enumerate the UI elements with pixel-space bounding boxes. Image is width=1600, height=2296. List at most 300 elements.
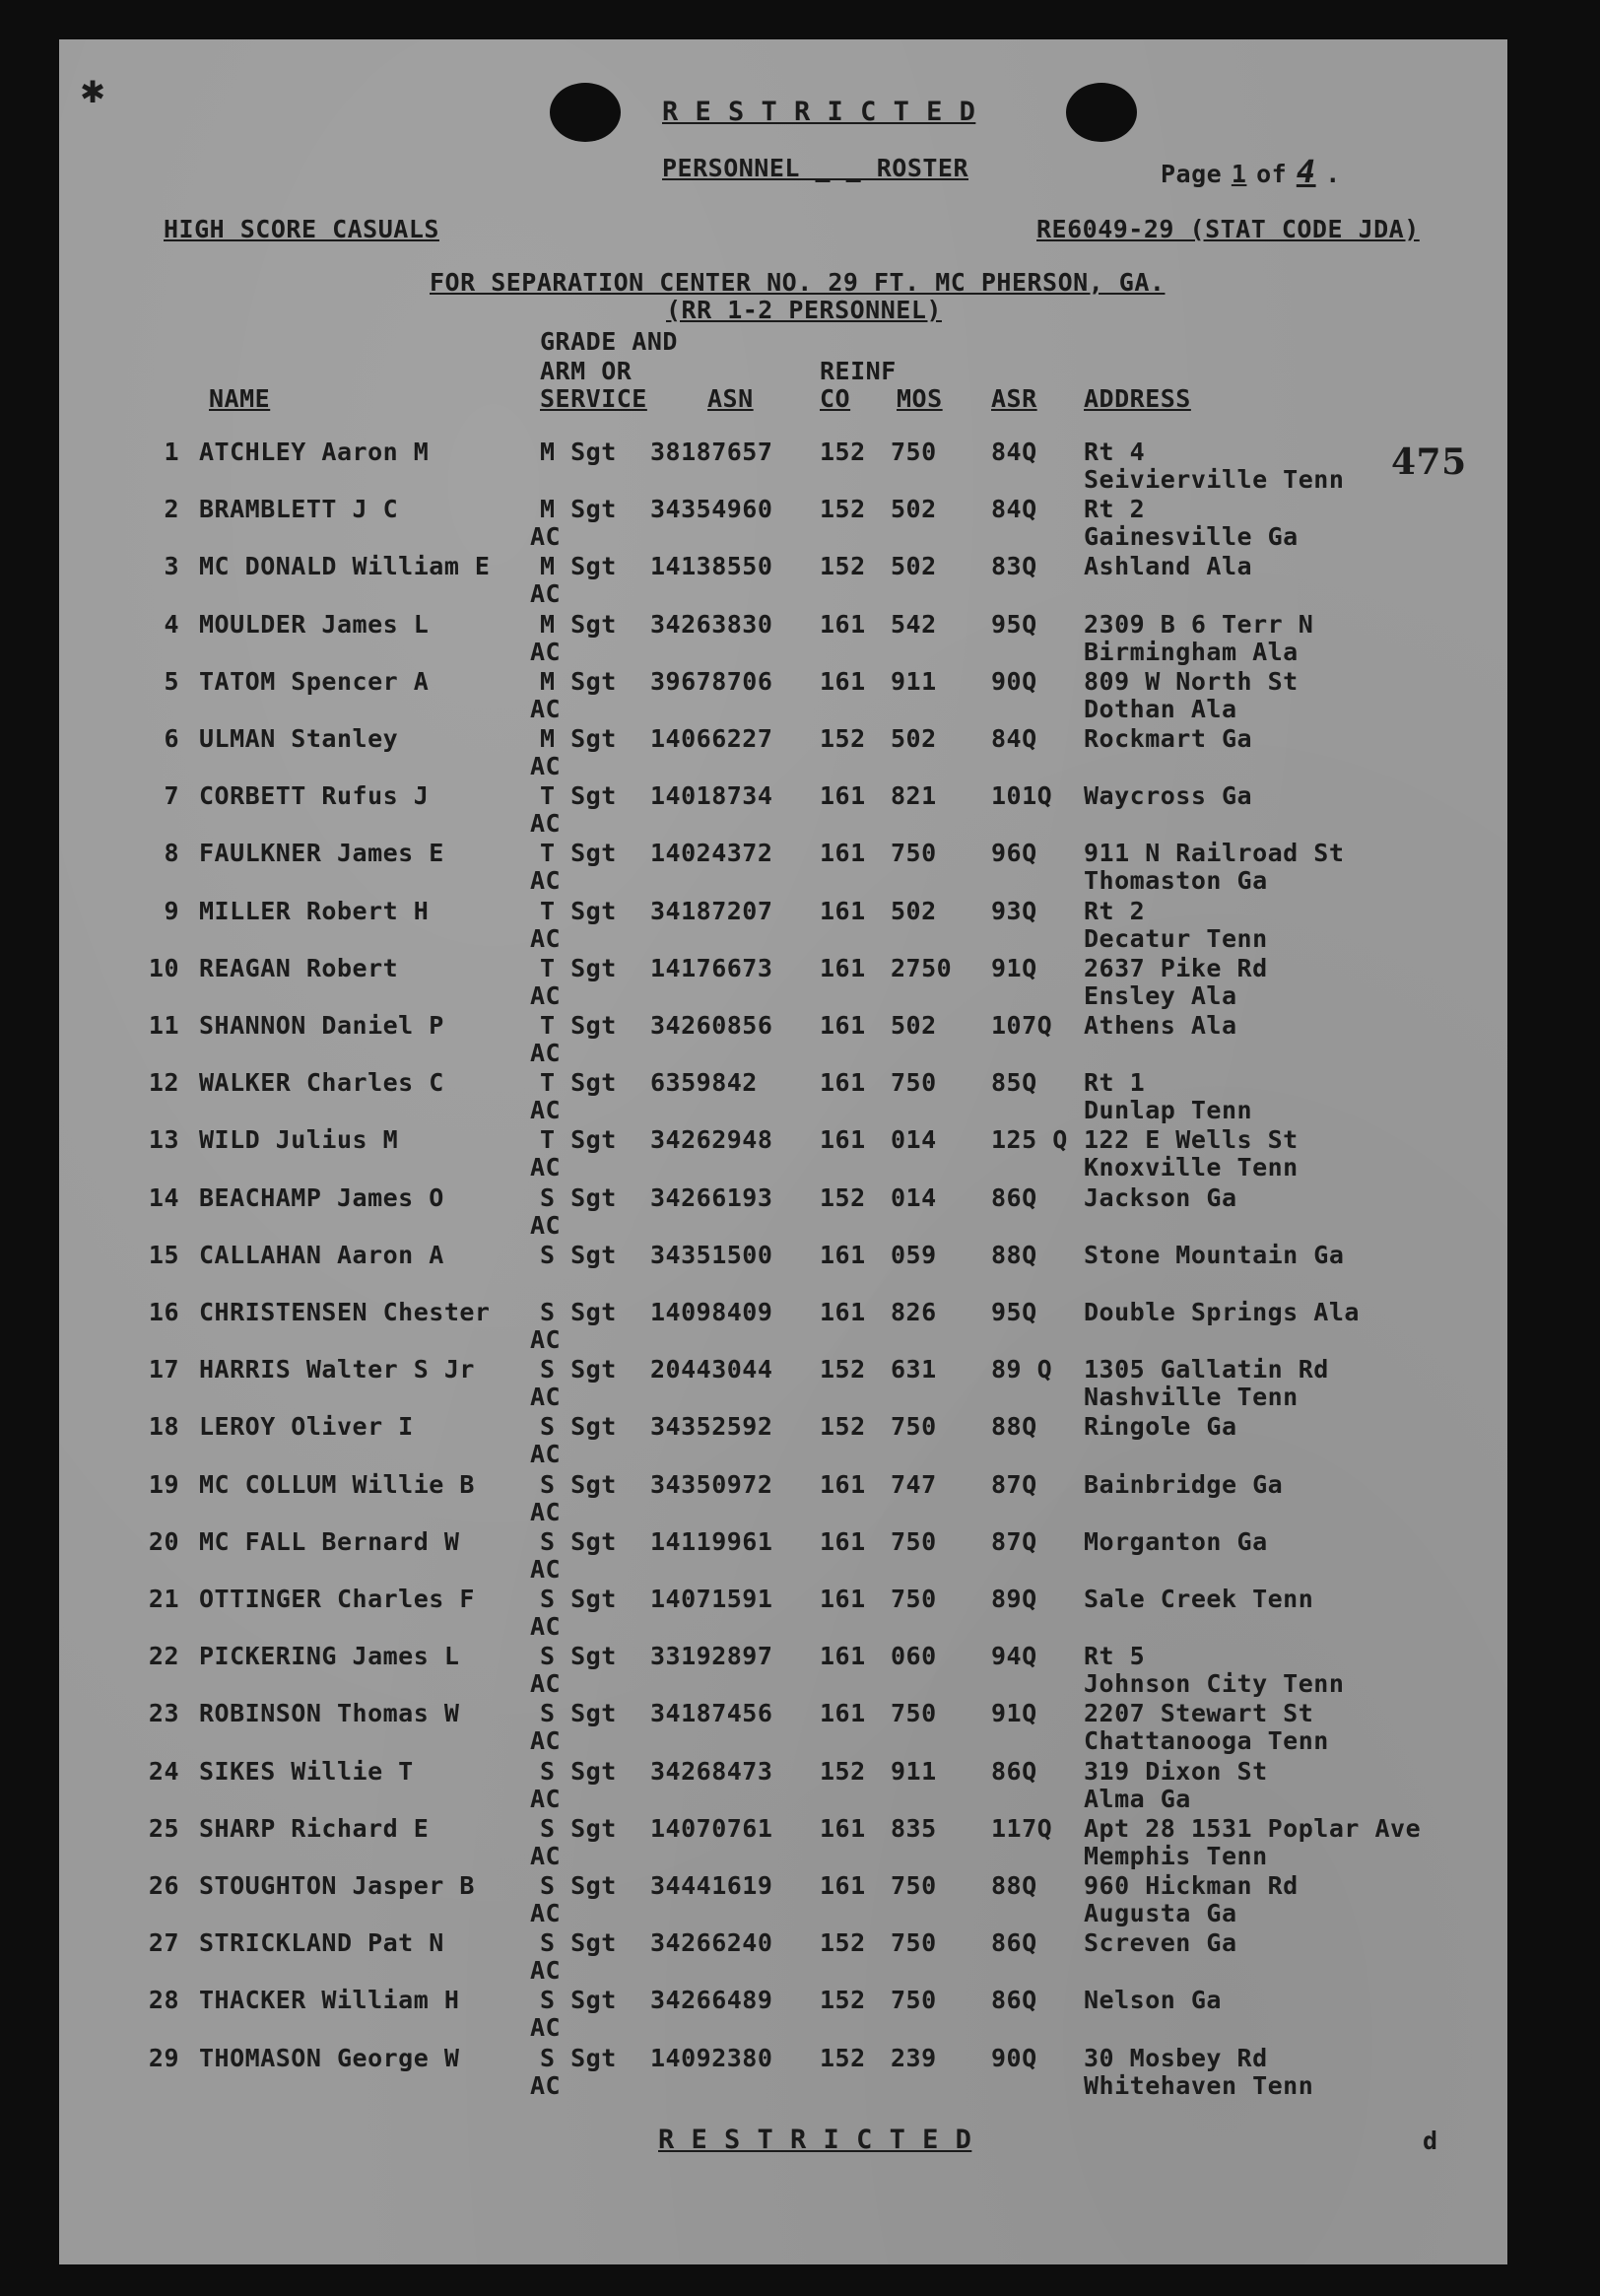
cell-addr2: Dothan Ala xyxy=(1084,694,1237,723)
cell-mos: 502 xyxy=(891,896,937,925)
cell-arm: AC xyxy=(530,752,562,780)
cell-name: MC FALL Bernard W xyxy=(199,1526,460,1556)
cell-co: 161 xyxy=(820,896,866,925)
cell-addr1: Double Springs Ala xyxy=(1084,1298,1360,1326)
cell-name: MILLER Robert H xyxy=(199,896,430,925)
col-grade-line3: SERVICE xyxy=(540,384,647,413)
cell-num: 26 xyxy=(148,1871,179,1900)
cell-asn: 33192897 xyxy=(650,1642,773,1671)
cell-name: THOMASON George W xyxy=(199,2043,460,2072)
punch-hole-left xyxy=(550,83,621,142)
cell-name: ATCHLEY Aaron M xyxy=(199,438,430,466)
cell-num: 28 xyxy=(148,1986,179,2015)
cell-num: 8 xyxy=(164,839,179,868)
cell-grade: S Sgt xyxy=(540,1526,617,1556)
cell-num: 11 xyxy=(148,1011,179,1040)
col-asn: ASN xyxy=(707,384,754,413)
cell-asn: 34263830 xyxy=(650,609,773,639)
cell-mos: 747 xyxy=(891,1469,937,1499)
cell-co: 161 xyxy=(820,1642,866,1671)
table-row xyxy=(59,954,1507,1011)
corner-mark: d xyxy=(1423,2127,1438,2155)
cell-co: 152 xyxy=(820,438,866,466)
cell-num: 4 xyxy=(164,609,179,639)
cell-asr: 83Q xyxy=(991,552,1037,581)
cell-grade: M Sgt xyxy=(540,438,617,466)
cell-asn: 38187657 xyxy=(650,438,773,466)
cell-addr1: 2637 Pike Rd xyxy=(1084,953,1268,982)
cell-num: 22 xyxy=(148,1642,179,1671)
cell-asn: 14138550 xyxy=(650,552,773,581)
cell-mos: 750 xyxy=(891,1928,937,1958)
cell-arm: AC xyxy=(530,866,562,896)
cell-mos: 502 xyxy=(891,495,937,524)
cell-addr1: Apt 28 1531 Poplar Ave xyxy=(1084,1813,1422,1843)
cell-name: CALLAHAN Aaron A xyxy=(199,1240,444,1269)
cell-asn: 39678706 xyxy=(650,666,773,696)
col-mos: MOS xyxy=(897,384,943,413)
cell-co: 152 xyxy=(820,1756,866,1786)
cell-addr1: 2309 B 6 Terr N xyxy=(1084,609,1314,639)
cell-asr: 90Q xyxy=(991,666,1037,696)
table-row xyxy=(59,2044,1507,2101)
cell-addr1: Nelson Ga xyxy=(1084,1986,1222,2015)
cell-addr2: Ensley Ala xyxy=(1084,980,1237,1010)
col-name: NAME xyxy=(209,384,271,413)
casual-label: HIGH SCORE CASUALS xyxy=(164,215,439,243)
cell-asr: 117Q xyxy=(991,1813,1053,1843)
ink-mark: ✱ xyxy=(81,67,105,112)
cell-addr1: 122 E Wells St xyxy=(1084,1125,1299,1155)
table-row xyxy=(59,1355,1507,1412)
cell-name: OTTINGER Charles F xyxy=(199,1585,475,1613)
cell-arm: AC xyxy=(530,980,562,1010)
cell-asn: 14070761 xyxy=(650,1813,773,1843)
cell-asr: 86Q xyxy=(991,1756,1037,1786)
cell-mos: 014 xyxy=(891,1182,937,1212)
cell-co: 161 xyxy=(820,1871,866,1900)
cell-addr2: Seivierville Tenn xyxy=(1084,465,1345,494)
cell-asn: 34266193 xyxy=(650,1182,773,1212)
cell-addr1: 319 Dixon St xyxy=(1084,1756,1268,1786)
cell-num: 29 xyxy=(148,2043,179,2072)
cell-co: 152 xyxy=(820,2043,866,2072)
cell-num: 24 xyxy=(148,1756,179,1786)
cell-asn: 14098409 xyxy=(650,1298,773,1326)
cell-grade: S Sgt xyxy=(540,1240,617,1269)
table-row xyxy=(59,1757,1507,1814)
cell-asr: 88Q xyxy=(991,1240,1037,1269)
cell-arm: AC xyxy=(530,809,562,839)
cell-asn: 34262948 xyxy=(650,1125,773,1155)
cell-num: 13 xyxy=(148,1125,179,1155)
cell-mos: 502 xyxy=(891,552,937,581)
table-row xyxy=(59,1412,1507,1469)
cell-name: BRAMBLETT J C xyxy=(199,495,399,524)
cell-grade: S Sgt xyxy=(540,2043,617,2072)
cell-co: 161 xyxy=(820,609,866,639)
cell-co: 161 xyxy=(820,1813,866,1843)
cell-mos: 750 xyxy=(891,1986,937,2015)
cell-arm: AC xyxy=(530,1153,562,1182)
cell-grade: S Sgt xyxy=(540,1469,617,1499)
cell-grade: T Sgt xyxy=(540,839,617,868)
cell-asn: 34352592 xyxy=(650,1412,773,1442)
cell-co: 161 xyxy=(820,781,866,811)
cell-arm: AC xyxy=(530,579,562,609)
table-row xyxy=(59,1298,1507,1355)
cell-arm: AC xyxy=(530,1210,562,1240)
cell-addr2: Johnson City Tenn xyxy=(1084,1669,1345,1699)
cell-addr1: Jackson Ga xyxy=(1084,1182,1237,1212)
cell-co: 152 xyxy=(820,724,866,753)
cell-grade: S Sgt xyxy=(540,1412,617,1442)
cell-asn: 34266489 xyxy=(650,1986,773,2015)
cell-addr1: 809 W North St xyxy=(1084,666,1299,696)
cell-mos: 750 xyxy=(891,1526,937,1556)
cell-addr2: Knoxville Tenn xyxy=(1084,1153,1299,1182)
cell-addr2: Birmingham Ala xyxy=(1084,637,1299,666)
page-of-label: of xyxy=(1256,160,1288,188)
cell-addr1: Ashland Ala xyxy=(1084,552,1253,581)
table-row xyxy=(59,1183,1507,1241)
cell-mos: 2750 xyxy=(891,953,953,982)
cell-asn: 14024372 xyxy=(650,839,773,868)
cell-grade: T Sgt xyxy=(540,1125,617,1155)
cell-co: 152 xyxy=(820,1412,866,1442)
cell-mos: 826 xyxy=(891,1298,937,1326)
cell-addr2: Gainesville Ga xyxy=(1084,522,1299,552)
cell-arm: AC xyxy=(530,1612,562,1641)
page-label: Page xyxy=(1161,160,1223,188)
cell-name: WILD Julius M xyxy=(199,1125,399,1155)
cell-name: MC COLLUM Willie B xyxy=(199,1469,475,1499)
classification-footer: R E S T R I C T E D xyxy=(658,2125,972,2155)
cell-asn: 34441619 xyxy=(650,1871,773,1900)
cell-addr1: Waycross Ga xyxy=(1084,781,1253,811)
cell-addr2: Thomaston Ga xyxy=(1084,866,1268,896)
cell-co: 152 xyxy=(820,1986,866,2015)
cell-arm: AC xyxy=(530,1325,562,1354)
cell-name: THACKER William H xyxy=(199,1986,460,2015)
cell-addr2: Nashville Tenn xyxy=(1084,1383,1299,1412)
cell-co: 152 xyxy=(820,1182,866,1212)
cell-name: STRICKLAND Pat N xyxy=(199,1928,444,1958)
cell-name: BEACHAMP James O xyxy=(199,1182,444,1212)
cell-addr1: Sale Creek Tenn xyxy=(1084,1585,1314,1613)
table-row xyxy=(59,610,1507,667)
cell-co: 161 xyxy=(820,1298,866,1326)
cell-asr: 87Q xyxy=(991,1469,1037,1499)
cell-num: 16 xyxy=(148,1298,179,1326)
cell-mos: 911 xyxy=(891,1756,937,1786)
cell-addr2: Whitehaven Tenn xyxy=(1084,2070,1314,2100)
col-address: ADDRESS xyxy=(1084,384,1191,413)
cell-num: 17 xyxy=(148,1355,179,1384)
cell-arm: AC xyxy=(530,1956,562,1986)
cell-mos: 750 xyxy=(891,839,937,868)
cell-name: STOUGHTON Jasper B xyxy=(199,1871,475,1900)
cell-addr2: Augusta Ga xyxy=(1084,1899,1237,1927)
cell-addr1: Ringole Ga xyxy=(1084,1412,1237,1442)
cell-mos: 059 xyxy=(891,1240,937,1269)
cell-asn: 34351500 xyxy=(650,1240,773,1269)
cell-addr1: 30 Mosbey Rd xyxy=(1084,2043,1268,2072)
cell-num: 5 xyxy=(164,666,179,696)
cell-asn: 34350972 xyxy=(650,1469,773,1499)
table-row xyxy=(59,1699,1507,1756)
cell-asr: 91Q xyxy=(991,1699,1037,1728)
cell-mos: 014 xyxy=(891,1125,937,1155)
cell-grade: T Sgt xyxy=(540,1011,617,1040)
cell-num: 1 xyxy=(164,438,179,466)
cell-name: PICKERING James L xyxy=(199,1642,460,1671)
cell-name: CORBETT Rufus J xyxy=(199,781,430,811)
cell-num: 6 xyxy=(164,724,179,753)
cell-addr1: 2207 Stewart St xyxy=(1084,1699,1314,1728)
cell-name: SIKES Willie T xyxy=(199,1756,414,1786)
table-row xyxy=(59,839,1507,896)
cell-asr: 94Q xyxy=(991,1642,1037,1671)
destination: FOR SEPARATION CENTER NO. 29 FT. MC PHERSON, GA. xyxy=(430,268,1166,297)
cell-asn: 20443044 xyxy=(650,1355,773,1384)
cell-asn: 34266240 xyxy=(650,1928,773,1958)
cell-name: FAULKNER James E xyxy=(199,839,444,868)
cell-grade: S Sgt xyxy=(540,1298,617,1326)
table-row xyxy=(59,1470,1507,1527)
cell-mos: 502 xyxy=(891,724,937,753)
cell-grade: S Sgt xyxy=(540,1813,617,1843)
cell-mos: 631 xyxy=(891,1355,937,1384)
cell-num: 23 xyxy=(148,1699,179,1728)
punch-hole-right xyxy=(1066,83,1137,142)
table-row xyxy=(59,1928,1507,1986)
cell-asn: 14092380 xyxy=(650,2043,773,2072)
table-row xyxy=(59,667,1507,724)
col-grade-line1: GRADE AND xyxy=(540,327,678,356)
cell-grade: S Sgt xyxy=(540,1699,617,1728)
cell-co: 161 xyxy=(820,1011,866,1040)
cell-num: 20 xyxy=(148,1526,179,1556)
page-indicator xyxy=(1161,153,1341,190)
table-row xyxy=(59,781,1507,839)
table-row xyxy=(59,1068,1507,1125)
cell-asr: 87Q xyxy=(991,1526,1037,1556)
cell-co: 161 xyxy=(820,1585,866,1613)
cell-asn: 14119961 xyxy=(650,1526,773,1556)
cell-co: 152 xyxy=(820,1928,866,1958)
cell-asr: 96Q xyxy=(991,839,1037,868)
table-row xyxy=(59,897,1507,954)
cell-asr: 86Q xyxy=(991,1986,1037,2015)
classification-header: R E S T R I C T E D xyxy=(662,97,976,127)
cell-addr1: 960 Hickman Rd xyxy=(1084,1871,1299,1900)
cell-name: ULMAN Stanley xyxy=(199,724,399,753)
cell-grade: T Sgt xyxy=(540,781,617,811)
cell-asn: 14066227 xyxy=(650,724,773,753)
cell-mos: 542 xyxy=(891,609,937,639)
cell-arm: AC xyxy=(530,1784,562,1813)
cell-addr1: Rt 4 xyxy=(1084,438,1146,466)
table-row xyxy=(59,438,1507,495)
cell-name: WALKER Charles C xyxy=(199,1068,444,1098)
page-total: 4 xyxy=(1296,153,1316,190)
table-row xyxy=(59,1814,1507,1871)
cell-mos: 750 xyxy=(891,1699,937,1728)
cell-mos: 750 xyxy=(891,438,937,466)
cell-asr: 101Q xyxy=(991,781,1053,811)
cell-grade: S Sgt xyxy=(540,1928,617,1958)
cell-arm: AC xyxy=(530,637,562,666)
page-number: 1 xyxy=(1231,160,1247,188)
cell-name: MC DONALD William E xyxy=(199,552,491,581)
cell-arm: AC xyxy=(530,1726,562,1756)
cell-addr1: Stone Mountain Ga xyxy=(1084,1240,1345,1269)
cell-addr1: Screven Ga xyxy=(1084,1928,1237,1958)
cell-co: 161 xyxy=(820,1699,866,1728)
cell-mos: 239 xyxy=(891,2043,937,2072)
cell-asr: 84Q xyxy=(991,495,1037,524)
cell-arm: AC xyxy=(530,522,562,552)
cell-num: 25 xyxy=(148,1813,179,1843)
cell-co: 161 xyxy=(820,1469,866,1499)
cell-name: HARRIS Walter S Jr xyxy=(199,1355,475,1384)
cell-co: 161 xyxy=(820,839,866,868)
cell-addr1: Rt 2 xyxy=(1084,896,1146,925)
cell-co: 161 xyxy=(820,666,866,696)
cell-arm: AC xyxy=(530,2013,562,2043)
table-row xyxy=(59,495,1507,552)
cell-asn: 14071591 xyxy=(650,1585,773,1613)
cell-asn: 34268473 xyxy=(650,1756,773,1786)
cell-asr: 89 Q xyxy=(991,1355,1053,1384)
cell-grade: T Sgt xyxy=(540,896,617,925)
col-reinf: REINF xyxy=(820,357,897,385)
cell-arm: AC xyxy=(530,1383,562,1412)
cell-arm: AC xyxy=(530,1039,562,1067)
cell-addr2: Chattanooga Tenn xyxy=(1084,1726,1329,1756)
cell-mos: 821 xyxy=(891,781,937,811)
table-row xyxy=(59,1527,1507,1585)
cell-name: LEROY Oliver I xyxy=(199,1412,414,1442)
cell-asr: 86Q xyxy=(991,1182,1037,1212)
cell-asr: 107Q xyxy=(991,1011,1053,1040)
cell-num: 19 xyxy=(148,1469,179,1499)
cell-num: 2 xyxy=(164,495,179,524)
cell-arm: AC xyxy=(530,1841,562,1870)
cell-arm: AC xyxy=(530,694,562,723)
cell-num: 21 xyxy=(148,1585,179,1613)
subtitle: (RR 1-2 PERSONNEL) xyxy=(666,296,942,324)
cell-grade: S Sgt xyxy=(540,1871,617,1900)
col-grade-line2: ARM OR xyxy=(540,357,633,385)
cell-asr: 85Q xyxy=(991,1068,1037,1098)
cell-num: 14 xyxy=(148,1182,179,1212)
table-row xyxy=(59,1642,1507,1699)
cell-co: 161 xyxy=(820,1068,866,1098)
cell-grade: S Sgt xyxy=(540,1182,617,1212)
cell-num: 18 xyxy=(148,1412,179,1442)
roster-page xyxy=(59,39,1507,2264)
cell-co: 161 xyxy=(820,1526,866,1556)
cell-name: TATOM Spencer A xyxy=(199,666,430,696)
cell-asn: 34187456 xyxy=(650,1699,773,1728)
cell-arm: AC xyxy=(530,1497,562,1526)
cell-name: SHARP Richard E xyxy=(199,1813,430,1843)
cell-grade: S Sgt xyxy=(540,1756,617,1786)
page-end: . xyxy=(1325,160,1341,188)
cell-co: 161 xyxy=(820,953,866,982)
cell-addr2: Alma Ga xyxy=(1084,1784,1191,1813)
col-asr: ASR xyxy=(991,384,1037,413)
cell-addr1: Athens Ala xyxy=(1084,1011,1237,1040)
cell-name: CHRISTENSEN Chester xyxy=(199,1298,491,1326)
cell-name: MOULDER James L xyxy=(199,609,430,639)
cell-asr: 88Q xyxy=(991,1871,1037,1900)
cell-grade: M Sgt xyxy=(540,495,617,524)
cell-addr2: Dunlap Tenn xyxy=(1084,1096,1253,1125)
cell-grade: T Sgt xyxy=(540,953,617,982)
cell-grade: S Sgt xyxy=(540,1986,617,2015)
cell-mos: 750 xyxy=(891,1068,937,1098)
cell-grade: M Sgt xyxy=(540,609,617,639)
table-row xyxy=(59,724,1507,781)
cell-arm: AC xyxy=(530,1669,562,1699)
cell-num: 9 xyxy=(164,896,179,925)
cell-co: 152 xyxy=(820,495,866,524)
cell-grade: M Sgt xyxy=(540,552,617,581)
cell-co: 152 xyxy=(820,552,866,581)
cell-grade: S Sgt xyxy=(540,1585,617,1613)
cell-asn: 14176673 xyxy=(650,953,773,982)
cell-asr: 84Q xyxy=(991,438,1037,466)
table-row xyxy=(59,1585,1507,1642)
cell-asr: 88Q xyxy=(991,1412,1037,1442)
cell-asr: 95Q xyxy=(991,609,1037,639)
table-row xyxy=(59,1125,1507,1182)
cell-asr: 90Q xyxy=(991,2043,1037,2072)
table-row xyxy=(59,1011,1507,1068)
cell-mos: 750 xyxy=(891,1871,937,1900)
cell-asn: 34187207 xyxy=(650,896,773,925)
cell-num: 12 xyxy=(148,1068,179,1098)
cell-addr1: Rt 1 xyxy=(1084,1068,1146,1098)
cell-asr: 91Q xyxy=(991,953,1037,982)
cell-addr1: Rt 5 xyxy=(1084,1642,1146,1671)
stamp-number: 475 xyxy=(1391,441,1467,483)
cell-num: 7 xyxy=(164,781,179,811)
cell-arm: AC xyxy=(530,1554,562,1584)
cell-num: 10 xyxy=(148,953,179,982)
cell-arm: AC xyxy=(530,2070,562,2100)
col-co: CO xyxy=(820,384,851,413)
cell-asr: 125 Q xyxy=(991,1125,1068,1155)
cell-grade: S Sgt xyxy=(540,1355,617,1384)
cell-grade: T Sgt xyxy=(540,1068,617,1098)
cell-asr: 84Q xyxy=(991,724,1037,753)
cell-addr1: 911 N Railroad St xyxy=(1084,839,1345,868)
cell-mos: 502 xyxy=(891,1011,937,1040)
cell-asr: 86Q xyxy=(991,1928,1037,1958)
document-title: PERSONNEL _ _ ROSTER xyxy=(662,154,969,182)
cell-asr: 95Q xyxy=(991,1298,1037,1326)
cell-mos: 060 xyxy=(891,1642,937,1671)
cell-mos: 835 xyxy=(891,1813,937,1843)
cell-co: 152 xyxy=(820,1355,866,1384)
cell-arm: AC xyxy=(530,1440,562,1469)
cell-addr1: Morganton Ga xyxy=(1084,1526,1268,1556)
cell-arm: AC xyxy=(530,923,562,953)
